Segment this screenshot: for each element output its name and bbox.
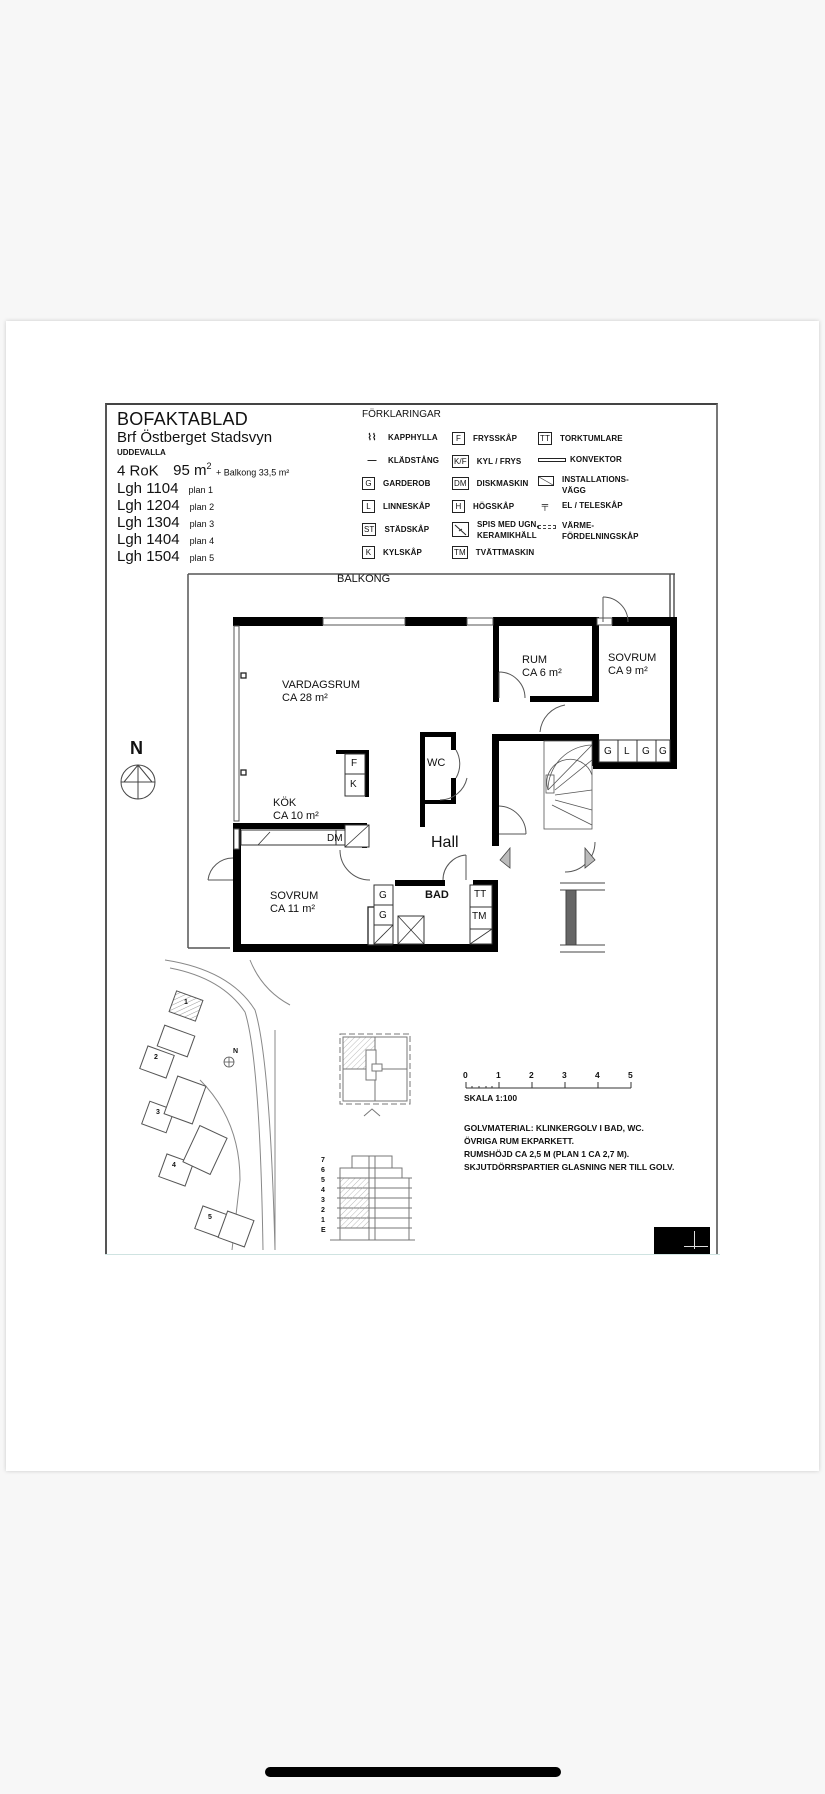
legend-label: GARDEROB	[383, 479, 431, 488]
legend-label: KYL / FRYS	[476, 457, 522, 466]
legend-label: TVÄTTMASKIN	[475, 548, 535, 557]
dishwasher-label: DM	[327, 833, 343, 844]
room-sovrum-11: SOVRUM CA 11 m²	[270, 890, 319, 915]
apartment-type: 4 RoK	[117, 462, 159, 480]
unit-id: Lgh 1204	[117, 497, 180, 514]
living-area: 95 m	[173, 462, 207, 480]
unit-id: Lgh 1404	[117, 531, 180, 548]
site-building-5: 5	[208, 1214, 212, 1221]
balcony-label: BALKONG	[337, 573, 391, 585]
fridge-freezer-icon: K/F	[454, 457, 467, 466]
site-building-1: 1	[184, 999, 188, 1006]
scale-tick-5: 5	[628, 1070, 633, 1080]
scale-label: SKALA 1:100	[464, 1093, 518, 1103]
legend-label: VÄRME- FÖRDELNINGSKÅP	[562, 521, 639, 541]
fridge-label: K	[350, 779, 357, 790]
legend-heading: FÖRKLARINGAR	[362, 409, 441, 420]
room-sovrum-9: SOVRUM CA 9 m²	[608, 652, 657, 677]
scale-tick-2: 2	[529, 1070, 534, 1080]
legend-label: KLÄDSTÅNG	[388, 455, 440, 465]
legend-label: TORKTUMLARE	[559, 434, 623, 443]
note-line: RUMSHÖJD CA 2,5 M (PLAN 1 CA 2,7 M).	[464, 1149, 630, 1159]
scale-tick-0: 0	[463, 1070, 468, 1080]
dryer-icon: TT	[540, 434, 550, 443]
site-building-4: 4	[172, 1162, 176, 1169]
note-line: SKJUTDÖRRSPARTIER GLASNING NER TILL GOLV.	[464, 1162, 675, 1172]
floor-label: 2	[321, 1207, 325, 1214]
note-line: GOLVMATERIAL: KLINKERGOLV I BAD, WC.	[464, 1123, 644, 1133]
room-bad: BAD	[425, 889, 449, 901]
washing-machine-icon: TM	[454, 548, 466, 557]
el-tele-cabinet-icon: ╤	[541, 500, 549, 510]
site-building-3: 3	[156, 1109, 160, 1116]
legend-label: STÄDSKÅP	[384, 525, 430, 534]
legend-label: KYLSKÅP	[383, 548, 422, 557]
legend-label: SPIS MED UGN, KERAMIKHÄLL	[477, 520, 539, 540]
north-label: N	[130, 738, 143, 758]
legend-label: KAPPHYLLA	[388, 433, 438, 442]
fridge-icon: K	[362, 546, 375, 559]
unit-plan: plan 2	[189, 502, 215, 512]
note-line: ÖVRIGA RUM EKPARKETT.	[464, 1136, 575, 1146]
linen-cabinet-label: L	[624, 746, 630, 757]
wardrobe-label: G	[379, 890, 387, 901]
cleaning-cabinet-icon: ST	[364, 525, 375, 534]
legend-label: HÖGSKÅP	[473, 502, 515, 511]
freezer-label: F	[351, 758, 358, 769]
unit-id: Lgh 1104	[117, 480, 179, 497]
wardrobe-label: G	[604, 746, 612, 757]
corner-logo-block	[654, 1227, 710, 1254]
unit-plan: plan 1	[188, 485, 213, 495]
wardrobe-label: G	[659, 746, 667, 757]
room-kok: KÖK CA 10 m²	[273, 797, 319, 822]
clothes-rail-icon: —	[367, 455, 377, 465]
washer-label: TM	[472, 911, 487, 922]
notes-block	[464, 1122, 674, 1174]
dishwasher-icon: DM	[454, 479, 467, 488]
linen-cabinet-icon: L	[362, 500, 375, 513]
scale-tick-3: 3	[562, 1070, 567, 1080]
legend-label: INSTALLATIONS- VÄGG	[562, 475, 629, 495]
floor-label: E	[321, 1227, 326, 1234]
floor-label: 3	[321, 1197, 325, 1204]
legend-label: FRYSSKÅP	[473, 434, 518, 443]
unit-plan: plan 3	[189, 519, 215, 529]
tall-cabinet-icon: H	[452, 500, 465, 513]
unit-plan: plan 4	[189, 536, 215, 546]
floor-label: 5	[321, 1177, 325, 1184]
site-north-label: N	[233, 1048, 239, 1055]
room-rum: RUM CA 6 m²	[522, 654, 562, 679]
freezer-icon: F	[452, 432, 465, 445]
association-name: Brf Östberget Stadsvyn	[117, 429, 273, 446]
scale-tick-1: 1	[496, 1070, 501, 1080]
document-title: BOFAKTABLAD	[117, 409, 248, 429]
unit-id: Lgh 1304	[117, 514, 180, 531]
wardrobe-label: G	[642, 746, 650, 757]
room-wc: WC	[427, 757, 446, 769]
legend-label: LINNESKÅP	[383, 502, 431, 511]
unit-id: Lgh 1504	[117, 548, 180, 565]
home-indicator[interactable]	[265, 1767, 561, 1777]
site-building-2: 2	[154, 1054, 158, 1061]
wardrobe-icon: G	[362, 477, 375, 490]
dryer-label: TT	[474, 889, 487, 900]
unit-plan: plan 5	[189, 553, 215, 563]
legend-label: EL / TELESKÅP	[562, 500, 623, 510]
floor-label: 4	[321, 1187, 325, 1194]
floor-label: 6	[321, 1167, 325, 1174]
scale-tick-4: 4	[595, 1070, 600, 1080]
floor-label: 7	[321, 1157, 325, 1164]
legend-label: DISKMASKIN	[476, 479, 529, 488]
city-label: UDDEVALLA	[117, 448, 166, 457]
balcony-area: + Balkong 33,5 m²	[215, 467, 290, 478]
room-hall: Hall	[431, 834, 459, 851]
living-area-sup: 2	[206, 461, 212, 471]
coat-rack-icon: ⌇⌇	[367, 432, 377, 442]
legend-label: KONVEKTOR	[570, 455, 622, 464]
room-vardagsrum: VARDAGSRUM CA 28 m²	[282, 679, 361, 704]
wardrobe-label: G	[379, 910, 387, 921]
floor-label: 1	[321, 1217, 325, 1224]
